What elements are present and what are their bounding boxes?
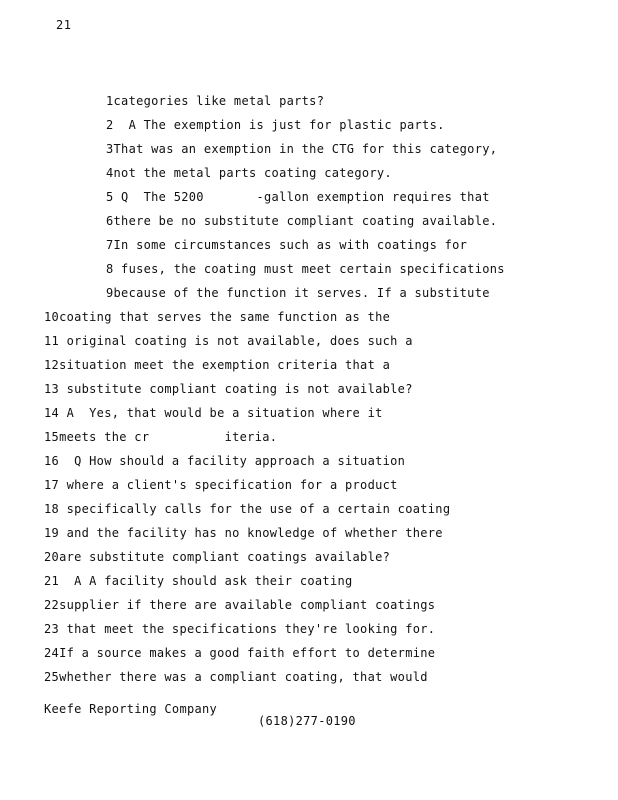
- transcript-line: [106, 233, 467, 257]
- line-number: 19: [44, 526, 60, 540]
- transcript-line: [44, 401, 383, 425]
- line-text: Q How should a facility approach a situation: [59, 454, 406, 468]
- line-text: fuses, the coating must meet certain specifications: [113, 262, 505, 276]
- line-text: not the metal parts coating category.: [113, 166, 392, 180]
- line-text: supplier if there are available compliant coatings: [59, 598, 436, 612]
- line-number: 21: [44, 574, 60, 588]
- line-text: That was an exemption in the CTG for this category,: [113, 142, 498, 156]
- line-number: 17: [44, 478, 60, 492]
- line-text: A Yes, that would be a situation where it: [59, 406, 383, 420]
- line-text: coating that serves the same function as the: [59, 310, 391, 324]
- line-number: 4: [106, 166, 114, 180]
- transcript-line: [44, 569, 353, 593]
- transcript-line: [44, 377, 413, 401]
- line-text: A The exemption is just for plastic parts.: [113, 118, 445, 132]
- line-number: 18: [44, 502, 60, 516]
- transcript-line: [44, 353, 390, 377]
- line-text: because of the function it serves. If a substitute: [113, 286, 490, 300]
- line-number: 22: [44, 598, 60, 612]
- line-number: 3: [106, 142, 114, 156]
- line-text: A A facility should ask their coating: [59, 574, 353, 588]
- reporting-company-name: Keefe Reporting Company: [44, 702, 218, 716]
- line-number: 10: [44, 310, 60, 324]
- line-number: 5: [106, 190, 114, 204]
- line-number: 24: [44, 646, 60, 660]
- line-text: meets the cr iteria.: [59, 430, 278, 444]
- line-number: 25: [44, 670, 60, 684]
- line-number: 1: [106, 94, 114, 108]
- transcript-line: [106, 281, 490, 305]
- line-number: 20: [44, 550, 60, 564]
- line-text: substitute compliant coating is not available?: [59, 382, 413, 396]
- line-number: 16: [44, 454, 60, 468]
- line-text: whether there was a compliant coating, that would: [59, 670, 428, 684]
- transcript-line: [44, 449, 405, 473]
- transcript-line: [106, 257, 505, 281]
- line-text: that meet the specifications they're looking for.: [59, 622, 436, 636]
- transcript-line: [44, 497, 450, 521]
- transcript-line: [44, 545, 390, 569]
- line-number: 15: [44, 430, 60, 444]
- line-text: where a client's specification for a product: [59, 478, 398, 492]
- transcript-line: [44, 617, 435, 641]
- line-number: 2: [106, 118, 114, 132]
- transcript-line: [44, 425, 277, 449]
- line-number: 7: [106, 238, 114, 252]
- transcript-line: [44, 641, 435, 665]
- line-number: 12: [44, 358, 60, 372]
- line-text: categories like metal parts?: [113, 94, 325, 108]
- transcript-line: [106, 185, 490, 209]
- line-text: If a source makes a good faith effort to determine: [59, 646, 436, 660]
- line-number: 23: [44, 622, 60, 636]
- transcript-line: [44, 665, 428, 689]
- line-number: 14: [44, 406, 60, 420]
- transcript-line: [44, 305, 390, 329]
- transcript-line: [44, 473, 398, 497]
- transcript-line: [106, 113, 445, 137]
- line-text: original coating is not available, does such a: [59, 334, 413, 348]
- transcript-line: [106, 209, 497, 233]
- line-text: and the facility has no knowledge of whether there: [59, 526, 443, 540]
- line-number: 6: [106, 214, 114, 228]
- transcript-line: [44, 593, 435, 617]
- line-text: In some circumstances such as with coatings for: [113, 238, 468, 252]
- transcript-line: [106, 161, 392, 185]
- line-text: there be no substitute compliant coating available.: [113, 214, 498, 228]
- transcript-line: [106, 137, 497, 161]
- line-text: Q The 5200 -gallon exemption requires that: [113, 190, 490, 204]
- line-text: specifically calls for the use of a certain coating: [59, 502, 451, 516]
- line-number: 13: [44, 382, 60, 396]
- transcript-line: [106, 89, 324, 113]
- reporting-company-phone: (618)277-0190: [258, 714, 356, 728]
- transcript-line: [44, 329, 413, 353]
- page-number: 21: [56, 18, 72, 32]
- line-text: situation meet the exemption criteria that a: [59, 358, 391, 372]
- line-number: 9: [106, 286, 114, 300]
- line-number: 11: [44, 334, 60, 348]
- line-number: 8: [106, 262, 114, 276]
- transcript-line: [44, 521, 443, 545]
- line-text: are substitute compliant coatings available?: [59, 550, 391, 564]
